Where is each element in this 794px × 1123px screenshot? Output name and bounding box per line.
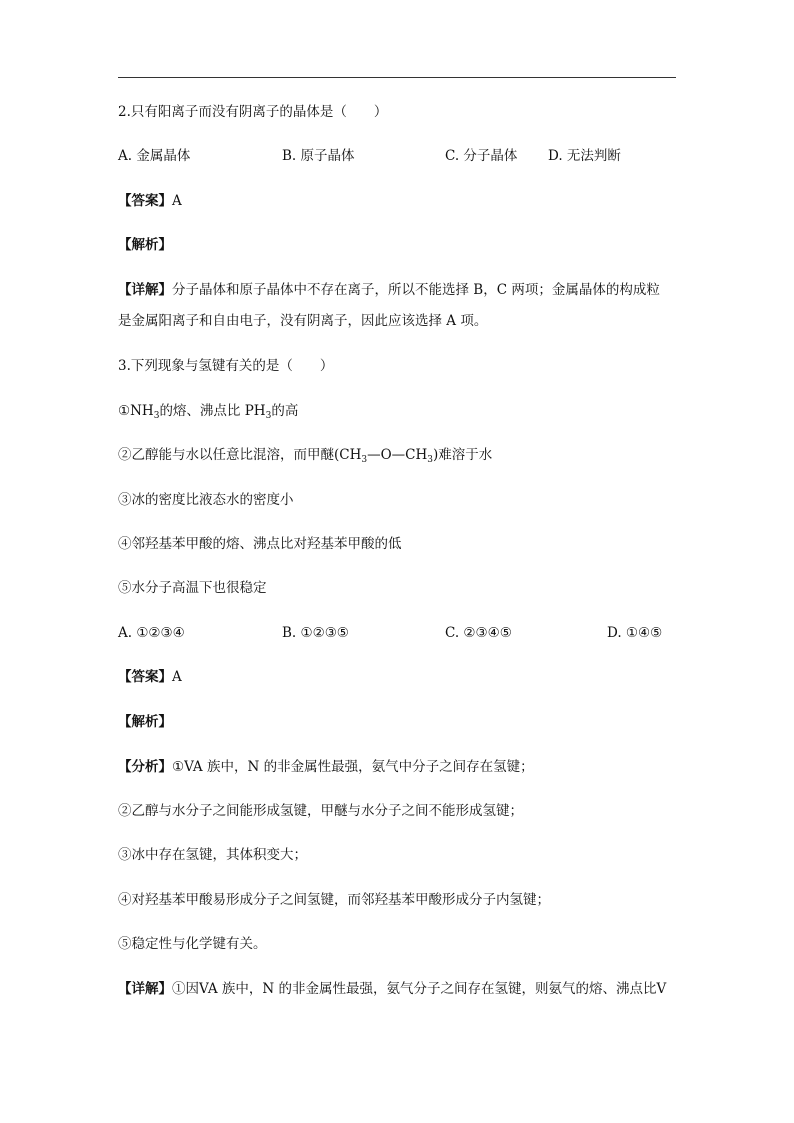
q3-item-2 [118,446,492,464]
q3-item-4: ④邻羟基苯甲酸的熔、沸点比对羟基苯甲酸的低 [118,536,402,552]
q3-fenxi-3: ③冰中存在氢键，其体积变大； [118,847,307,863]
item-text: 的熔、沸点比 PH [159,403,266,419]
item-text: ①NH [118,403,154,419]
q3-fenxi-5: ⑤稳定性与化学键有关。 [118,936,267,952]
header-rule [118,77,676,78]
q3-analysis-label: 【解析】 [118,714,172,730]
q2-option-c: C. 分子晶体 [445,148,518,164]
q3-item-5: ⑤水分子高温下也很稳定 [118,580,267,596]
answer-value: A [172,193,182,209]
q3-stem: 3.下列现象与氢键有关的是（ ） [118,358,334,374]
item-text: 的高 [271,403,299,419]
q3-item-3: ③冰的密度比液态水的密度小 [118,492,294,508]
detail-label: 【详解】 [118,981,172,997]
q3-item-1 [118,402,298,420]
subscript: 3 [361,455,368,465]
q2-analysis-label: 【解析】 [118,237,172,253]
answer-label: 【答案】 [118,193,172,209]
subscript: 3 [265,411,272,421]
subscript: 3 [427,455,434,465]
q3-option-a: A. ①②③④ [118,625,185,641]
fenxi-text: ①VA 族中，N 的非金属性最强，氨气中分子之间存在氢键； [172,759,534,775]
q3-fenxi-1 [118,758,534,776]
q3-detail-1 [118,980,666,998]
q2-option-b: B. 原子晶体 [282,148,355,164]
q2-option-a: A. 金属晶体 [118,148,191,164]
q3-option-d: D. ①④⑤ [607,625,663,641]
q3-fenxi-2: ②乙醇与水分子之间能形成氢键，甲醚与水分子之间不能形成氢键； [118,803,523,819]
q2-option-d: D. 无法判断 [548,148,621,164]
answer-value: A [172,669,182,685]
item-text: )难溶于水 [433,447,493,463]
detail-text: 分子晶体和原子晶体中不存在离子，所以不能选择 B，C 两项；金属晶体的构成粒 [172,282,660,298]
detail-label: 【详解】 [118,282,172,298]
q2-stem: 2.只有阳离子而没有阴离子的晶体是（ ） [118,104,388,120]
answer-label: 【答案】 [118,669,172,685]
q2-answer [118,192,182,210]
q3-fenxi-4: ④对羟基苯甲酸易形成分子之间氢键，而邻羟基苯甲酸形成分子内氢键； [118,892,550,908]
q3-answer [118,668,182,686]
subscript: 3 [153,411,160,421]
q2-detail-line1 [118,281,660,299]
item-text: —O—CH [367,447,428,463]
q2-detail-line2: 是金属阳离子和自由电子，没有阴离子，因此应该选择 A 项。 [118,313,488,329]
detail-text: ①因VA 族中，N 的非金属性最强，氨气分子之间存在氢键，则氨气的熔、沸点比V [172,981,667,997]
fenxi-label: 【分析】 [118,759,172,775]
q3-option-c: C. ②③④⑤ [445,625,512,641]
item-text: ②乙醇能与水以任意比混溶，而甲醚(CH [118,447,362,463]
q3-option-b: B. ①②③⑤ [282,625,349,641]
